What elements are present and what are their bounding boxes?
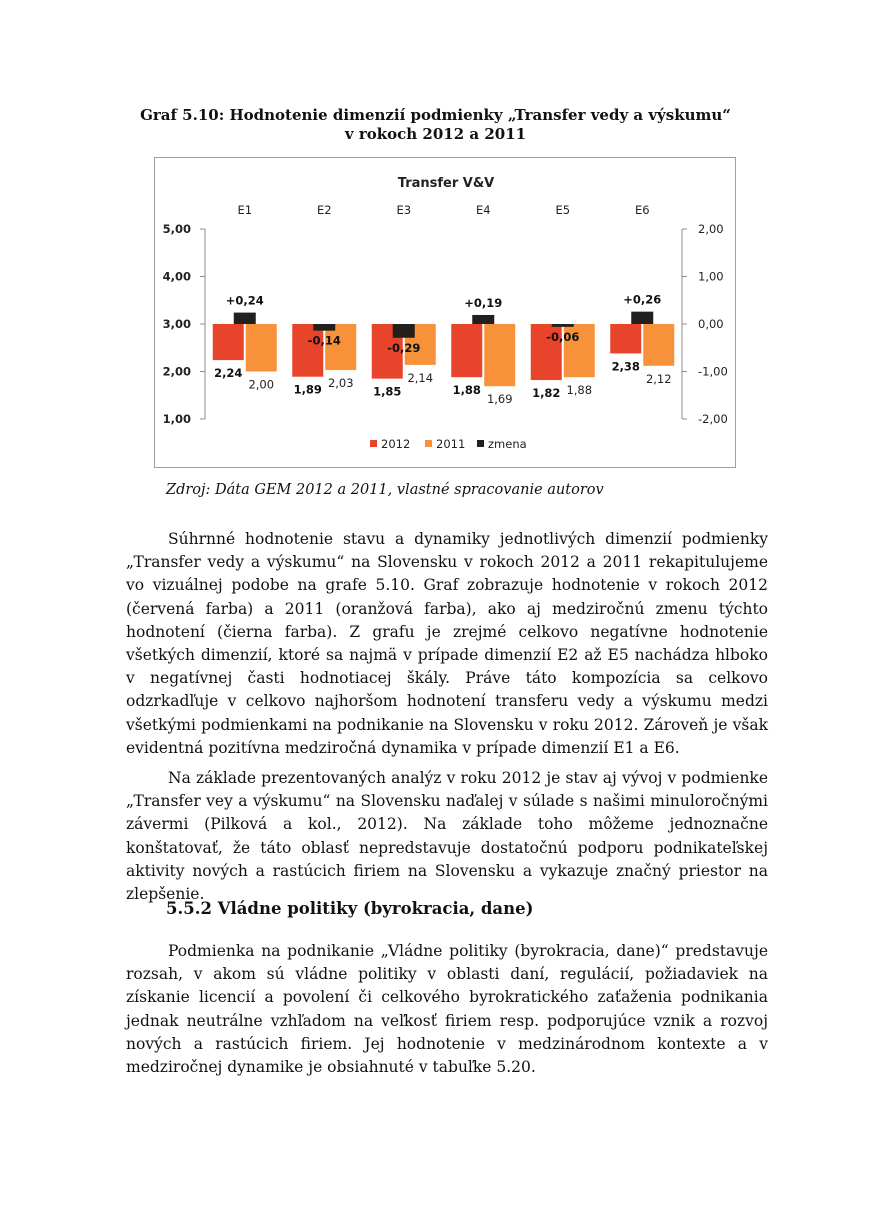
data-label-change: -0,06: [546, 329, 580, 344]
y-tick-label-left: 5,00: [162, 222, 191, 236]
bar-2012: [213, 324, 244, 360]
bar-change: [631, 312, 653, 324]
data-label-2011: 2,00: [248, 377, 275, 392]
legend-swatch-zmena: [477, 440, 484, 447]
data-label-2011: 2,14: [407, 370, 434, 385]
y-tick-label-left: 3,00: [162, 317, 191, 331]
figure-source: Zdroj: Dáta GEM 2012 a 2011, vlastné spracovanie autorov: [166, 482, 604, 498]
data-label-2012: 1,82: [532, 386, 561, 401]
bar-2011: [246, 324, 277, 372]
data-label-2011: 1,69: [486, 392, 513, 407]
bar-change: [393, 324, 415, 338]
legend-swatch-2012: [370, 440, 377, 447]
figure-caption: [130, 106, 741, 144]
chart-title: Transfer V&V: [397, 176, 495, 191]
legend-label-2012: 2012: [381, 437, 411, 451]
data-label-2011: 2,03: [327, 376, 354, 391]
legend-label-zmena: zmena: [488, 437, 527, 451]
y-tick-label-right: 0,00: [698, 317, 724, 331]
data-label-2012: 1,85: [373, 384, 402, 399]
bar-2012: [451, 324, 482, 377]
data-label-change: -0,14: [307, 333, 341, 348]
data-label-2011: 2,12: [645, 371, 672, 386]
bar-2011: [484, 324, 515, 386]
y-tick-label-right: -1,00: [698, 364, 728, 379]
bar-2012: [292, 324, 323, 377]
data-label-change: +0,24: [225, 293, 264, 308]
data-label-2012: 2,24: [214, 366, 243, 381]
paragraph-1: Súhrnné hodnotenie stavu a dynamiky jednotlivých dimenzií podmienky „Transfer vedy a výskumu“ na Slovensku v rokoch 2012 a 2011 rekapitulujeme vo vizuálnej podobe na grafe 5.10. Graf zobrazuje hodnotenie v rokoch 2012 (červená farba) a 2011 (oranžová farba), ako aj medziročnú zmenu týchto hodnotení (čierna farba). Z grafu je zrejmé celkovo negatívne hodnotenie všetkých dimenzií, ktoré sa najmä v prípade dimenzií E2 až E5 nachádza hlboko v negatívnej časti hodnotiacej škály. Práve táto kompozícia sa celkovo odzrkadľuje v celkovo najhoršom hodnotení transferu vedy a výskumu medzi všetkými podmienkami na podnikanie na Slovensku v roku 2012. Zároveň je však evidentná pozitívna medziročná dynamika v prípade dimenzií E1 a E6.: [126, 530, 768, 757]
chart-frame: [154, 157, 736, 468]
y-tick-label-right: 2,00: [698, 222, 724, 236]
bar-change: [234, 313, 256, 324]
chart-svg: [155, 158, 737, 469]
category-label: E1: [237, 203, 253, 217]
data-label-change: +0,19: [464, 295, 503, 310]
paragraph-3: Podmienka na podnikanie „Vládne politiky (byrokracia, dane)“ predstavuje rozsah, v akom sú vládne politiky v oblasti daní, regulácií, požiadaviek na získanie licencií a povolení či celkového byrokratického zaťaženia podnikania jednak neutrálne vzhľadom na veľkosť firiem resp. podporujúce vznik a rozvoj nových a rastúcich firiem. Jej hodnotenie v medzinárodnom kontexte a v medziročnej dynamike je obsiahnuté v tabuľke 5.20.: [126, 942, 768, 1077]
bar-change: [472, 315, 494, 324]
data-label-2012: 1,88: [452, 383, 481, 398]
section-heading: 5.5.2 Vládne politiky (byrokracia, dane): [166, 899, 534, 918]
bar-change: [552, 324, 574, 327]
y-tick-label-left: 1,00: [162, 412, 191, 426]
bar-2011: [643, 324, 674, 366]
category-label: E6: [634, 203, 650, 217]
category-label: E5: [555, 203, 571, 217]
category-label: E2: [316, 203, 332, 217]
y-tick-label-left: 4,00: [162, 269, 191, 284]
figure-caption-line1: Graf 5.10: Hodnotenie dimenzií podmienky „Transfer vedy a výskumu“: [140, 106, 731, 124]
data-label-change: +0,26: [623, 292, 662, 307]
y-tick-label-right: 1,00: [698, 269, 724, 284]
data-label-2012: 2,38: [611, 359, 640, 374]
paragraph-2: Na základe prezentovaných analýz v roku 2012 je stav aj vývoj v podmienke „Transfer vey a výskumu“ na Slovensku naďalej v súlade s našimi minuloročnými závermi (Pilková a kol., 2012). Na základe toho môžeme jednoznačne konštatovať, že táto oblasť nepredstavuje dostatočnú podporu podnikateľskej aktivity nových a rastúcich firiem na Slovensku a vykazuje značný priestor na zlepšenie.: [126, 769, 768, 904]
data-label-change: -0,29: [387, 340, 421, 355]
legend-label-2011: 2011: [436, 437, 466, 451]
legend-swatch-2011: [425, 440, 432, 447]
data-label-2012: 1,89: [293, 382, 322, 397]
figure-caption-line2: v rokoch 2012 a 2011: [344, 125, 527, 143]
data-label-2011: 1,88: [566, 383, 593, 398]
y-tick-label-right: -2,00: [698, 412, 728, 426]
bar-2012: [610, 324, 641, 353]
category-label: E3: [396, 203, 412, 217]
y-tick-label-left: 2,00: [162, 364, 191, 379]
bar-change: [313, 324, 335, 331]
category-label: E4: [475, 203, 491, 217]
